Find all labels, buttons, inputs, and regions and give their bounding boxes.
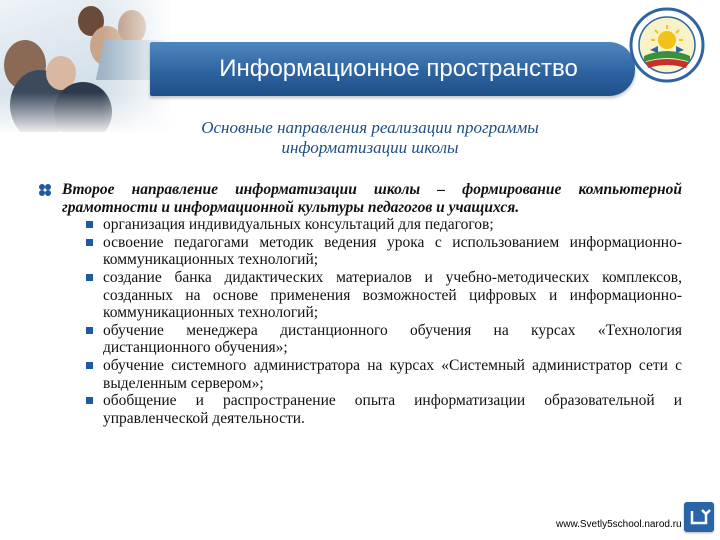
list-item	[103, 322, 682, 357]
square-bullet-icon	[86, 221, 93, 228]
square-bullet-icon	[86, 327, 93, 334]
list-item-text: организация индивидуальных консультаций для педагогов;	[103, 216, 494, 234]
list-item	[103, 234, 682, 269]
square-bullet-icon	[86, 239, 93, 246]
footer-url: www.Svetly5school.narod.ru	[556, 519, 682, 530]
diamond-bullet-icon	[38, 183, 52, 197]
return-arrow-icon[interactable]	[684, 502, 714, 532]
list-item	[103, 357, 682, 392]
square-bullet-icon	[86, 397, 93, 404]
list-item-text: обучение менеджера дистанционного обучения на курсах «Технология дистанционного обучения»;	[103, 321, 682, 357]
classroom-photo	[0, 0, 170, 132]
content-body	[38, 181, 682, 427]
list-item	[103, 392, 682, 427]
list-item-text: создание банка дидактических материалов и учебно-методических комплексов, созданных на основе применения возможностей цифровых и информационно-коммуникационных технологий;	[103, 268, 682, 322]
lead-text: Второе направление информатизации школы – формирование компьютерной грамотности и информационной культуры педагогов и учащихся.	[62, 181, 682, 216]
page-title: Информационное пространство	[219, 55, 578, 82]
title-bar	[150, 42, 635, 96]
square-bullet-icon	[86, 362, 93, 369]
lead-paragraph	[38, 181, 682, 216]
list-item-text: обучение системного администратора на курсах «Системный администратор сети с выделенным сервером»;	[103, 356, 682, 392]
square-bullet-icon	[86, 274, 93, 281]
section-subtitle: Основные направления реализации программы информатизации школы	[201, 118, 539, 157]
list-item-text: обобщение и распространение опыта информатизации образовательной и управленческой деятельности.	[103, 392, 682, 427]
list-item	[103, 269, 682, 322]
sub-list	[38, 216, 682, 427]
school-emblem-logo	[628, 6, 706, 84]
list-item-text: освоение педагогами методик ведения урока с использованием информационно-коммуникационных технологий;	[103, 233, 682, 269]
list-item	[103, 216, 682, 234]
